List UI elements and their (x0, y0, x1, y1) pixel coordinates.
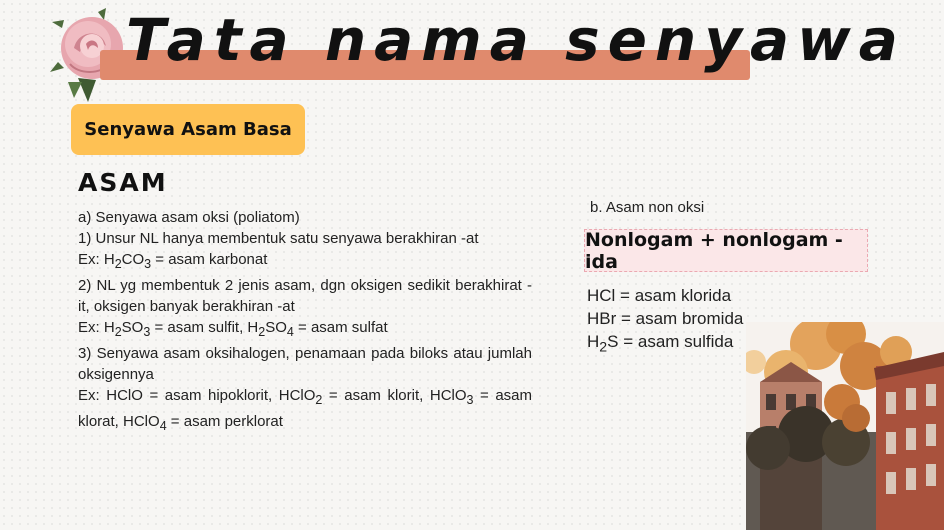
subtitle-label: Senyawa Asam Basa (84, 119, 292, 140)
non-oxy-examples (587, 284, 743, 359)
naming-rule-text: Nonlogam + nonlogam -ida (585, 228, 843, 273)
rule-3: 3) Senyawa asam oksihalogen, penamaan pada biloks atau jumlah oksigennya (78, 345, 532, 383)
autumn-building-photo (746, 322, 944, 530)
example-item: HCl = asam klorida (587, 286, 732, 305)
section-a-title: a) Senyawa asam oksi (poliatom) (78, 209, 300, 226)
section-b-title: b. Asam non oksi (590, 199, 705, 216)
rule-2: 2) NL yg membentuk 2 jenis asam, dgn oksigen sedikit berakhirat -it, oksigen banyak berakhiran -at (78, 277, 532, 315)
example-item: HBr = asam bromida (587, 309, 744, 328)
page-title: Tata nama senyawa (126, 6, 906, 74)
subtitle-pill (71, 104, 305, 155)
example-2: Ex: $H_2SO_3$ = asam sulfit, $H_2SO_4$ = asam sulfat (78, 319, 388, 339)
example-item: $H_2S$ = asam sulfida (587, 332, 734, 356)
acid-oxy-section (78, 207, 532, 437)
example-3: Ex: HClO = asam hipoklorit, HClO$_2$ = asam klorit, HClO$_3$ = asam klorat, HClO$_4$ = asam perklorat (78, 387, 533, 433)
example-1: Ex: $H_2CO_3$ = asam karbonat (78, 251, 268, 271)
section-heading: ASAM (78, 168, 168, 197)
rule-1: 1) Unsur NL hanya membentuk satu senyawa berakhiran -at (78, 230, 479, 247)
naming-rule-box (584, 229, 868, 272)
